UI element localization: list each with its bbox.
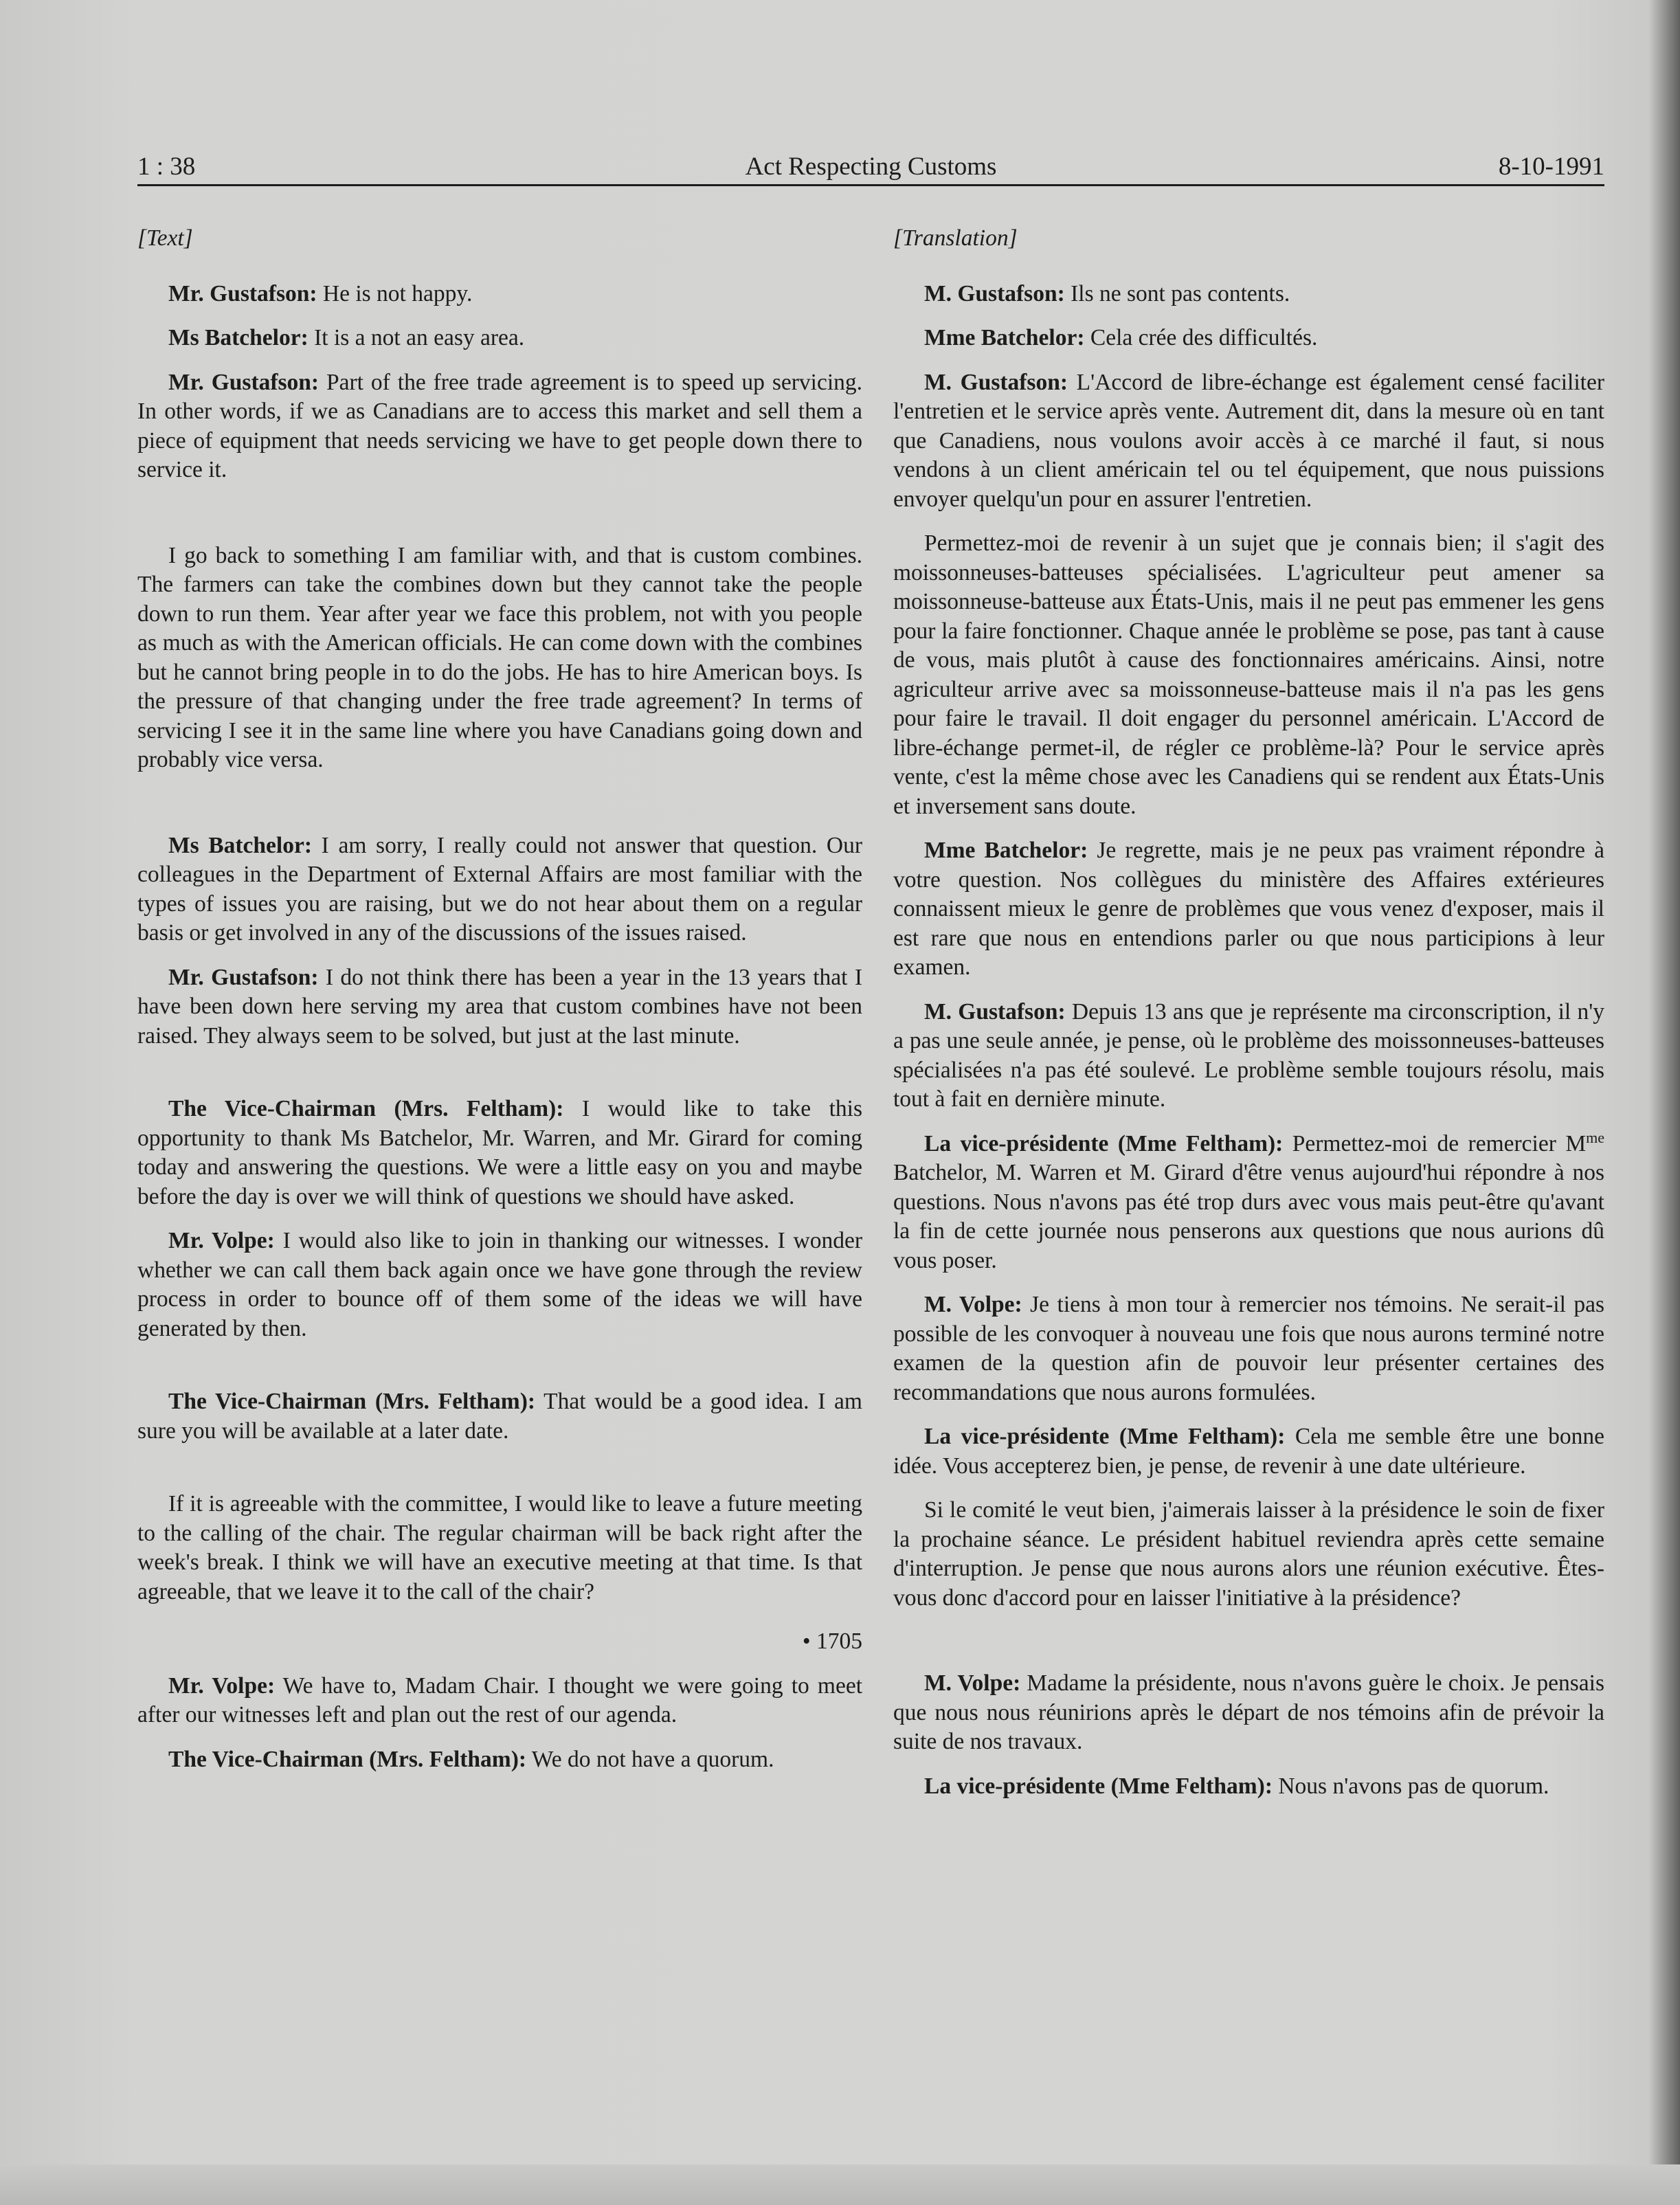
paragraph [893,1422,1604,1481]
speech-text: L'Accord de libre-échange est également censé faciliter l'entretien et le service après vente. Autrement dit, dans la mesure où en tant que Canadiens, nous voulons avoir accès à ce marché il faut, si nous vendons à un client américain tel ou tel équipement, que nous puissions envoyer quelqu'un pour en assurer l'entretien. [893,369,1604,512]
running-header [137,144,1604,186]
column-label: [Translation] [893,225,1018,251]
speaker-name: Mme Batchelor: [924,838,1088,863]
paragraph [893,1290,1604,1407]
speech-text: If it is agreeable with the committee, I would like to leave a future meeting to the calling of the chair. The regular chairman will be back right after the week's break. I think we will have an executive meeting at that time. Is that agreeable, that we leave it to the call of the chair? [137,1491,862,1604]
speaker-name: La vice-présidente (Mme Feltham): [924,1130,1284,1156]
speaker-name: Mr. Gustafson: [168,369,320,395]
english-column [137,224,862,1789]
header-title: Act Respecting Customs [745,153,997,181]
paragraph [137,963,862,1051]
speech-text: Cela me semble être une bonne idée. Vous accepterez bien, je pense, de revenir à une date ultérieure. [893,1424,1604,1479]
paragraph [137,1672,862,1730]
speaker-name: Ms Batchelor: [168,832,313,858]
speaker-name: Mr. Gustafson: [168,964,319,990]
paragraph [893,529,1604,821]
paragraph [137,324,862,353]
speech-text: Permettez-moi de revenir à un sujet que je connais bien; il s'agit des moissonneuses-batteuses spécialisées. L'agriculteur peut amener sa moissonneuse-batteuse aux États-Unis, mais il ne peut pas emmener les gens pour la faire fonctionner. Chaque année le problème se pose, pas tant à cause de vous, mais plutôt à cause des fonctionnaires américains. Ainsi, notre agriculteur arrive avec sa moissonneuse-batteuse mais il n'a pas les gens pour faire le travail. Il doit engager du personnel américain. L'Accord de libre-échange permet-il, de régler ce problème-là? Pour le service après vente, c'est la même chose avec les Canadiens qui se rendent aux États-Unis et inversement sans doute. [893,530,1604,819]
column-label: [Text] [137,225,193,251]
speaker-name: The Vice-Chairman (Mrs. Feltham): [168,1389,536,1414]
header-date: 8-10-1991 [1498,153,1604,181]
speaker-name: M. Volpe: [924,1670,1021,1696]
paragraph [893,280,1604,309]
speaker-name: Mr. Volpe: [168,1228,275,1253]
speech-text: Depuis 13 ans que je représente ma circonscription, il n'y a pas une seule année, je pense, où le problème des moissonneuses-batteuses spécialisées n'a pas été soulevé. Le problème semble toujours résolu, mais tout à fait en dernière minute. [893,998,1605,1112]
speech-text: We have to, Madam Chair. I thought we were going to meet after our witnesses left and plan out the rest of our agenda. [137,1672,863,1727]
speech-text: Nous n'avons pas de quorum. [1272,1773,1549,1799]
speech-text: Si le comité le veut bien, j'aimerais laisser à la présidence le soin de fixer la prochaine séance. Le président habituel reviendra après cette semaine d'interruption. Je pense que nous aurons alors une réunion exécutive. Êtes-vous donc d'accord pour en laisser l'initiative à la présidence? [893,1497,1604,1611]
french-column [893,224,1604,1816]
speaker-name: Mr. Volpe: [168,1672,276,1699]
speech-text: I would also like to join in thanking our witnesses. I wonder whether we can call them back again once we have gone through the review process in order to bounce off of them some of the ideas we will have generated by then. [137,1228,862,1341]
paragraph [137,1227,862,1343]
speaker-name: Ms Batchelor: [168,325,309,350]
paragraph [137,1095,862,1211]
speaker-name: The Vice-Chairman (Mrs. Feltham): [168,1096,564,1121]
speech-text: Batchelor, M. Warren et M. Girard d'être venus aujourd'hui répondre à nos questions. Nous n'avons pas été trop durs avec vous mais peut-être qu'avant la fin de cette journée nous penserons aux questions que nous aurions dû vous poser. [893,1160,1604,1273]
speech-text: Permettez-moi de remercier M [1283,1130,1587,1156]
paragraph [893,1772,1604,1802]
superscript: me [1586,1128,1605,1146]
paragraph [137,1745,862,1775]
paragraph [137,541,862,775]
paragraph [893,368,1604,515]
paragraph [137,1387,862,1446]
paragraph [893,998,1604,1115]
speech-text: I would like to take this opportunity to thank Ms Batchelor, Mr. Warren, and Mr. Girard for coming today and answering the questions. We were a little easy on you and maybe before the day is over we will think of questions we should have asked. [137,1096,862,1209]
speech-text: He is not happy. [317,280,473,306]
speaker-name: Mme Batchelor: [924,325,1085,350]
speech-text: It is a not an easy area. [308,325,525,350]
speech-text: Ils ne sont pas contents. [1064,280,1290,306]
speech-text: Je regrette, mais je ne peux pas vraiment répondre à votre question. Nos collègues du ministère des Affaires extérieures connaissent mieux le genre de problèmes que vous venez d'exposer, mais il est rare que nous en entendions parler ou que nous participions à leur examen. [893,838,1604,980]
time-marker: • 1705 [802,1628,862,1654]
speech-text: I go back to something I am familiar with, and that is custom combines. The farmers can take the combines down but they cannot take the people down to run them. Year after year we face this problem, not with you people as much as with the American officials. He can come down with the combines but he cannot bring people in to do the jobs. He has to hire American boys. Is the pressure of that changing under the free trade agreement? In terms of servicing I see it in the same line where you have Canadians going down and probably vice versa. [137,542,862,772]
speech-text: Madame la présidente, nous n'avons guère le choix. Je pensais que nous nous réunirions après le départ de nos témoins afin de prévoir la suite de nos travaux. [893,1670,1604,1754]
speaker-name: M. Gustafson: [924,280,1065,306]
speaker-name: La vice-présidente (Mme Feltham): [924,1424,1286,1449]
paragraph [893,324,1604,353]
page-bottom-edge [0,2164,1680,2205]
page-binding [1649,0,1680,2205]
speaker-name: The Vice-Chairman (Mrs. Feltham): [168,1746,527,1772]
speech-text: We do not have a quorum. [526,1746,774,1772]
speaker-name: M. Volpe: [924,1292,1022,1317]
paragraph [137,368,862,485]
speaker-name: Mr. Gustafson: [168,280,317,306]
speech-text: That would be a good idea. I am sure you will be available at a later date. [137,1389,862,1444]
speech-text: Part of the free trade agreement is to speed up servicing. In other words, if we as Canadians are to access this market and sell them a piece of equipment that needs servicing we have to get people down there to service it. [137,369,863,482]
speaker-name: La vice-présidente (Mme Feltham): [924,1773,1273,1799]
paragraph [137,1490,862,1607]
speech-text: I am sorry, I really could not answer that question. Our colleagues in the Department of External Affairs are most familiar with the types of issues you are raising, but we do not hear about them on a regular basis or get involved in any of the discussions of the issues raised. [137,832,862,945]
paragraph [893,1669,1604,1757]
speaker-name: M. Gustafson: [924,998,1066,1025]
paragraph [137,280,862,309]
page-number: 1 : 38 [137,153,196,181]
speech-text: Je tiens à mon tour à remercier nos témoins. Ne serait-il pas possible de les convoquer à nouveau une fois que nous aurons terminé notre examen de la question afin de pouvoir leur présenter certaines des recommandations que nous aurons formulées. [893,1292,1604,1405]
paragraph [137,831,862,948]
speaker-name: M. Gustafson: [924,369,1068,395]
paragraph [893,1496,1604,1613]
paragraph [893,1130,1604,1276]
paragraph [893,836,1604,983]
speech-text: Cela crée des difficultés. [1084,325,1318,350]
speech-text: I do not think there has been a year in the 13 years that I have been down here serving my area that custom combines have not been raised. They always seem to be solved, but just at the last minute. [137,964,862,1049]
